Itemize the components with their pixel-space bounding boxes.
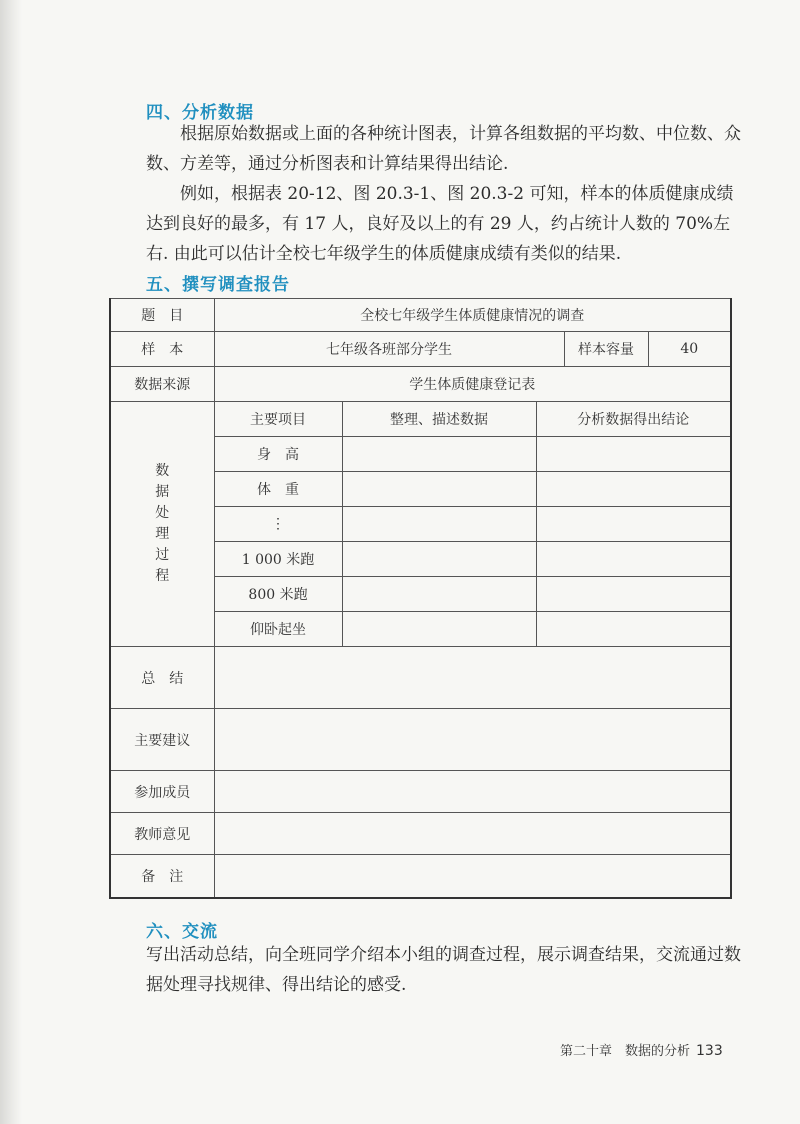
empty-cell — [536, 542, 731, 577]
section6-paragraph-1: 写出活动总结，向全班同学介绍本小组的调查过程，展示调查结果，交流通过数据处理寻找规律、得出结论的感受. — [146, 945, 741, 995]
process-char: 理 — [155, 526, 170, 542]
section6-body — [146, 940, 746, 1000]
empty-cell — [536, 507, 731, 542]
empty-cell — [342, 542, 536, 577]
section4-paragraph-1: 根据原始数据或上面的各种统计图表，计算各组数据的平均数、中位数、众数、方差等，通过分析图表和计算结果得出结论. — [146, 124, 741, 174]
empty-cell — [342, 577, 536, 612]
empty-cell — [342, 507, 536, 542]
item-situps: 仰卧起坐 — [214, 612, 342, 647]
row-members — [110, 771, 731, 813]
row-teacher — [110, 813, 731, 855]
topic-value: 全校七年级学生体质健康情况的调查 — [214, 299, 731, 332]
row-source — [110, 367, 731, 402]
empty-cell — [536, 612, 731, 647]
row-remarks — [110, 855, 731, 898]
item-weight: 体 重 — [214, 472, 342, 507]
row-topic — [110, 299, 731, 332]
row-suggestion — [110, 709, 731, 771]
empty-cell — [536, 577, 731, 612]
members-label: 参加成员 — [110, 771, 214, 813]
item-height: 身 高 — [214, 437, 342, 472]
summary-label: 总 结 — [110, 647, 214, 709]
section4-paragraph-2: 例如，根据表 20-12、图 20.3-1、图 20.3-2 可知，样本的体质健康成绩达到良好的最多，有 17 人，良好及以上的有 29 人，约占统计人数的 70%左右. 由此可以估计全校七年级学生的体质健康成绩有类似的结果. — [146, 184, 734, 264]
topic-label: 题 目 — [110, 299, 214, 332]
summary-value — [214, 647, 731, 709]
item-800m-run: 800 米跑 — [214, 577, 342, 612]
page-footer — [560, 1040, 723, 1059]
remarks-label: 备 注 — [110, 855, 214, 898]
col-header-analyze: 分析数据得出结论 — [536, 402, 731, 437]
process-char: 数 — [155, 463, 170, 479]
suggestion-value — [214, 709, 731, 771]
process-label — [110, 402, 214, 647]
sample-value: 七年级各班部分学生 — [214, 332, 564, 367]
source-label: 数据来源 — [110, 367, 214, 402]
teacher-value — [214, 813, 731, 855]
sample-size-label: 样本容量 — [564, 332, 648, 367]
row-process-header — [110, 402, 731, 437]
members-value — [214, 771, 731, 813]
item-1000m-run: 1 000 米跑 — [214, 542, 342, 577]
section5-heading: 五、撰写调查报告 — [146, 275, 290, 295]
empty-cell — [536, 437, 731, 472]
empty-cell — [536, 472, 731, 507]
remarks-value — [214, 855, 731, 898]
page-number: 133 — [696, 1043, 723, 1059]
sample-label: 样 本 — [110, 332, 214, 367]
process-char: 处 — [155, 505, 170, 521]
source-value: 学生体质健康登记表 — [214, 367, 731, 402]
survey-report-table — [109, 298, 732, 899]
process-char: 过 — [155, 547, 170, 563]
teacher-label: 教师意见 — [110, 813, 214, 855]
row-sample — [110, 332, 731, 367]
col-header-organize: 整理、描述数据 — [342, 402, 536, 437]
section6-heading: 六、交流 — [146, 922, 218, 942]
process-char: 程 — [155, 568, 170, 584]
item-ellipsis: ⋮ — [214, 507, 342, 542]
empty-cell — [342, 437, 536, 472]
page-binding-shadow — [0, 0, 22, 1124]
process-char: 据 — [155, 484, 170, 500]
col-header-item: 主要项目 — [214, 402, 342, 437]
suggestion-label: 主要建议 — [110, 709, 214, 771]
row-summary — [110, 647, 731, 709]
section4-body — [146, 119, 746, 269]
section4-heading: 四、分析数据 — [146, 103, 254, 123]
empty-cell — [342, 612, 536, 647]
sample-size-value: 40 — [648, 332, 731, 367]
chapter-title: 第二十章 数据的分析 — [560, 1044, 691, 1059]
empty-cell — [342, 472, 536, 507]
